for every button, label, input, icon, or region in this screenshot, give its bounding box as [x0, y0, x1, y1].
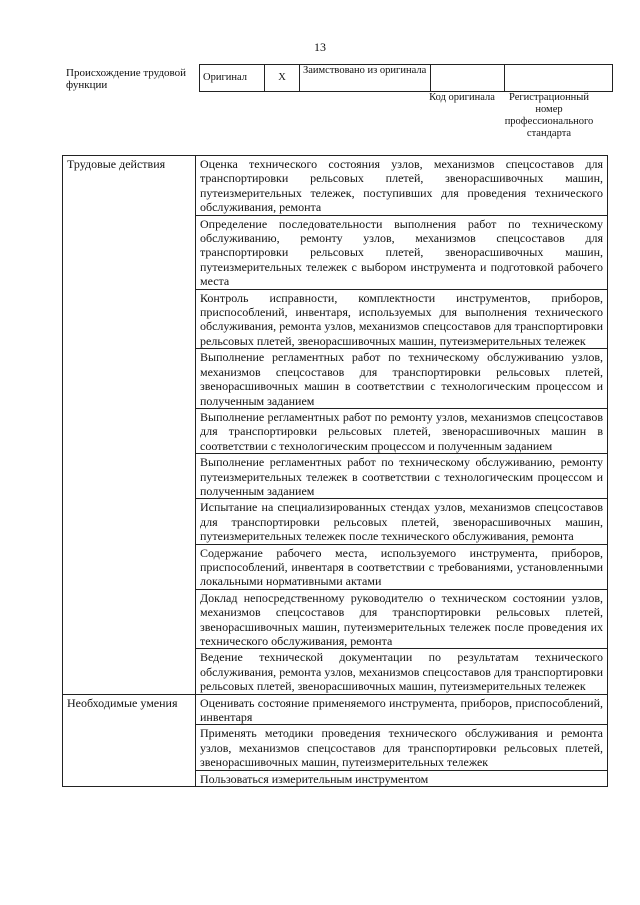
action-item: Содержание рабочего места, используемого инструмента, приборов, приспособлений, инвентаря в соответствии с требованиями, установленными локальными нормативными актами [196, 544, 608, 589]
page-number: 13 [314, 40, 326, 54]
origin-table [199, 64, 613, 92]
action-item: Испытание на специализированных стендах узлов, механизмов спецсоставов для транспортировки рельсовых плетей, звенорасшивочных машин, путеизмерительных тележек после технического обслуживания, ремонта [196, 499, 608, 544]
origin-label: Происхождение трудовой функции [66, 67, 187, 91]
action-item: Определение последовательности выполнения работ по техническому обслуживанию, ремонту узлов, механизмов спецсоставов для транспортировки рельсовых плетей, звенорасшивочных машин, путеизмерительных тележек с выбором инструмента и подготовкой рабочего места [196, 215, 608, 289]
action-item: Доклад непосредственному руководителю о техническом состоянии узлов, механизмов спецсоставов для транспортировки рельсовых плетей, звенорасшивочных машин, путеизмерительных тележек после проведения их технического обслуживания, ремонта [196, 589, 608, 649]
action-item: Контроль исправности, комплектности инструментов, приборов, приспособлений, инвентаря, используемых для выполнения технического обслуживания, ремонта узлов, механизмов спецсоставов для транспортировки рельсовых плетей, звенорасшивочных машин, путеизмерительных тележек [196, 289, 608, 349]
actions-label: Трудовые действия [63, 156, 196, 695]
reg-number-caption: Регистрационный номер профессионального стандарта [504, 92, 594, 139]
skills-label: Необходимые умения [63, 694, 196, 786]
code-caption: Код оригинала [429, 92, 495, 103]
borrowed-cell: Заимствовано из оригинала [300, 65, 431, 92]
action-item: Выполнение регламентных работ по техническому обслуживанию, ремонту путеизмерительных тележек в соответствии с технологическим процессом и полученным заданием [196, 454, 608, 499]
original-cell: Оригинал [200, 65, 265, 92]
action-item: Выполнение регламентных работ по техническому обслуживанию узлов, механизмов спецсоставов для транспортировки рельсовых плетей, звенорасшивочных машин в соответствии с технологическим процессом и полученным заданием [196, 349, 608, 409]
code-cell [431, 65, 505, 92]
action-item: Выполнение регламентных работ по ремонту узлов, механизмов спецсоставов для транспортировки рельсовых плетей, звенорасшивочных машин в соответствии с технологическим процессом и полученным заданием [196, 408, 608, 453]
reg-number-cell [505, 65, 613, 92]
labor-function-table [62, 155, 608, 787]
action-item: Ведение технической документации по результатам технического обслуживания, ремонта узлов, механизмов спецсоставов для транспортировки рельсовых плетей, звенорасшивочных машин, путеизмерительных тележек [196, 649, 608, 694]
original-mark: X [265, 65, 300, 92]
skill-item: Оценивать состояние применяемого инструмента, приборов, приспособлений, инвентаря [196, 694, 608, 725]
skill-item: Пользоваться измерительным инструментом [196, 770, 608, 786]
action-item: Оценка технического состояния узлов, механизмов спецсоставов для транспортировки рельсовых плетей, звенорасшивочных машин, путеизмерительных тележек, поступивших для проведения технического обслуживания, ремонта [196, 156, 608, 216]
skill-item: Применять методики проведения технического обслуживания и ремонта узлов, механизмов спецсоставов для транспортировки рельсовых плетей, звенорасшивочных машин, путеизмерительных тележек [196, 725, 608, 770]
